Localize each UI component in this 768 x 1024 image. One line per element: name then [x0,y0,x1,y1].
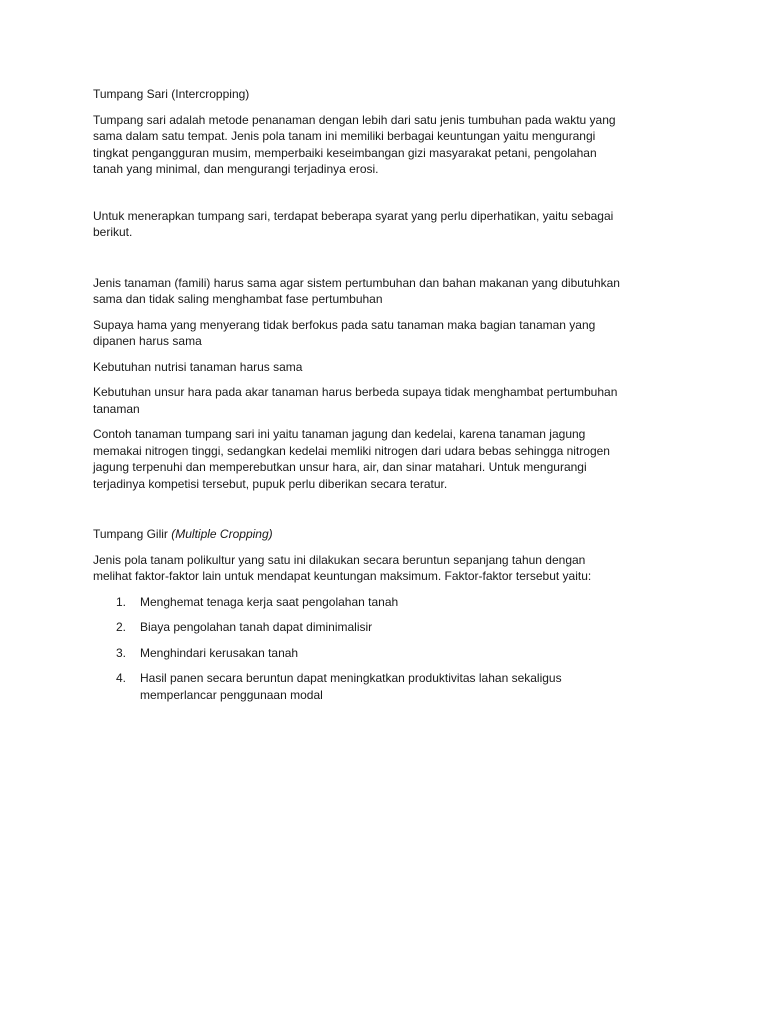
list-item-text: Menghemat tenaga kerja saat pengolahan tanah [140,594,399,609]
list-item-text: Hasil panen secara beruntun dapat meningkatkan produktivitas lahan sekaligus memperlancar penggunaan modal [140,671,562,702]
paragraph-tumpang-gilir-intro: Jenis pola tanam polikultur yang satu ini dilakukan secara beruntun sepanjang tahun dengan melihat faktor-faktor lain untuk mendapat keuntungan maksimum. Faktor-faktor tersebut yaitu: [93,552,592,583]
list-item [93,594,623,611]
paragraph-requirements-intro: Untuk menerapkan tumpang sari, terdapat beberapa syarat yang perlu diperhatikan, yaitu sebagai berikut. [93,208,614,239]
heading-italic-text: (Multiple Cropping) [171,527,273,541]
requirement-item: Supaya hama yang menyerang tidak berfokus pada satu tanaman maka bagian tanaman yang dipanen harus sama [93,317,596,348]
document-page [93,86,623,712]
list-number: 3. [116,645,127,660]
requirement-item: Kebutuhan nutrisi tanaman harus sama [93,359,303,374]
section-heading-tumpang-gilir [93,526,623,543]
list-item-text: Biaya pengolahan tanah dapat diminimalisir [140,620,373,634]
list-number: 1. [116,594,127,609]
list-item-text: Menghindari kerusakan tanah [140,645,299,660]
paragraph-tumpang-sari-intro: Tumpang sari adalah metode penanaman dengan lebih dari satu jenis tumbuhan pada waktu yang sama dalam satu tempat. Jenis pola tanam ini memiliki berbagai keuntungan yaitu mengurangi tingkat pengangguran musim, memperbaiki keseimbangan gizi masyarakat petani, pengolahan tanah yang minimal, dan mengurangi terjadinya erosi. [93,112,616,176]
requirement-item: Jenis tanaman (famili) harus sama agar sistem pertumbuhan dan bahan makanan yang dibutuhkan sama dan tidak saling menghambat fase pertumbuhan [93,275,620,306]
paragraph-example: Contoh tanaman tumpang sari ini yaitu tanaman jagung dan kedelai, karena tanaman jagung memakai nitrogen tinggi, sedangkan kedelai memliki nitrogen dari udara bebas sehingga nitrogen jagung terpenuhi dan memperebutkan unsur hara, air, dan sinar matahari. Untuk mengurangi terjadinya kompetisi tersebut, pupuk perlu diberikan secara teratur. [93,427,610,491]
list-item [93,645,623,662]
list-number: 4. [116,671,127,685]
heading-plain-text: Tumpang Gilir [93,527,172,541]
list-number: 2. [116,620,127,634]
factor-list [93,594,623,704]
requirement-item: Kebutuhan unsur hara pada akar tanaman harus berbeda supaya tidak menghambat pertumbuhan tanaman [93,385,618,416]
list-item [93,619,623,636]
section-heading-tumpang-sari: Tumpang Sari (Intercropping) [93,87,250,101]
list-item [93,670,623,703]
